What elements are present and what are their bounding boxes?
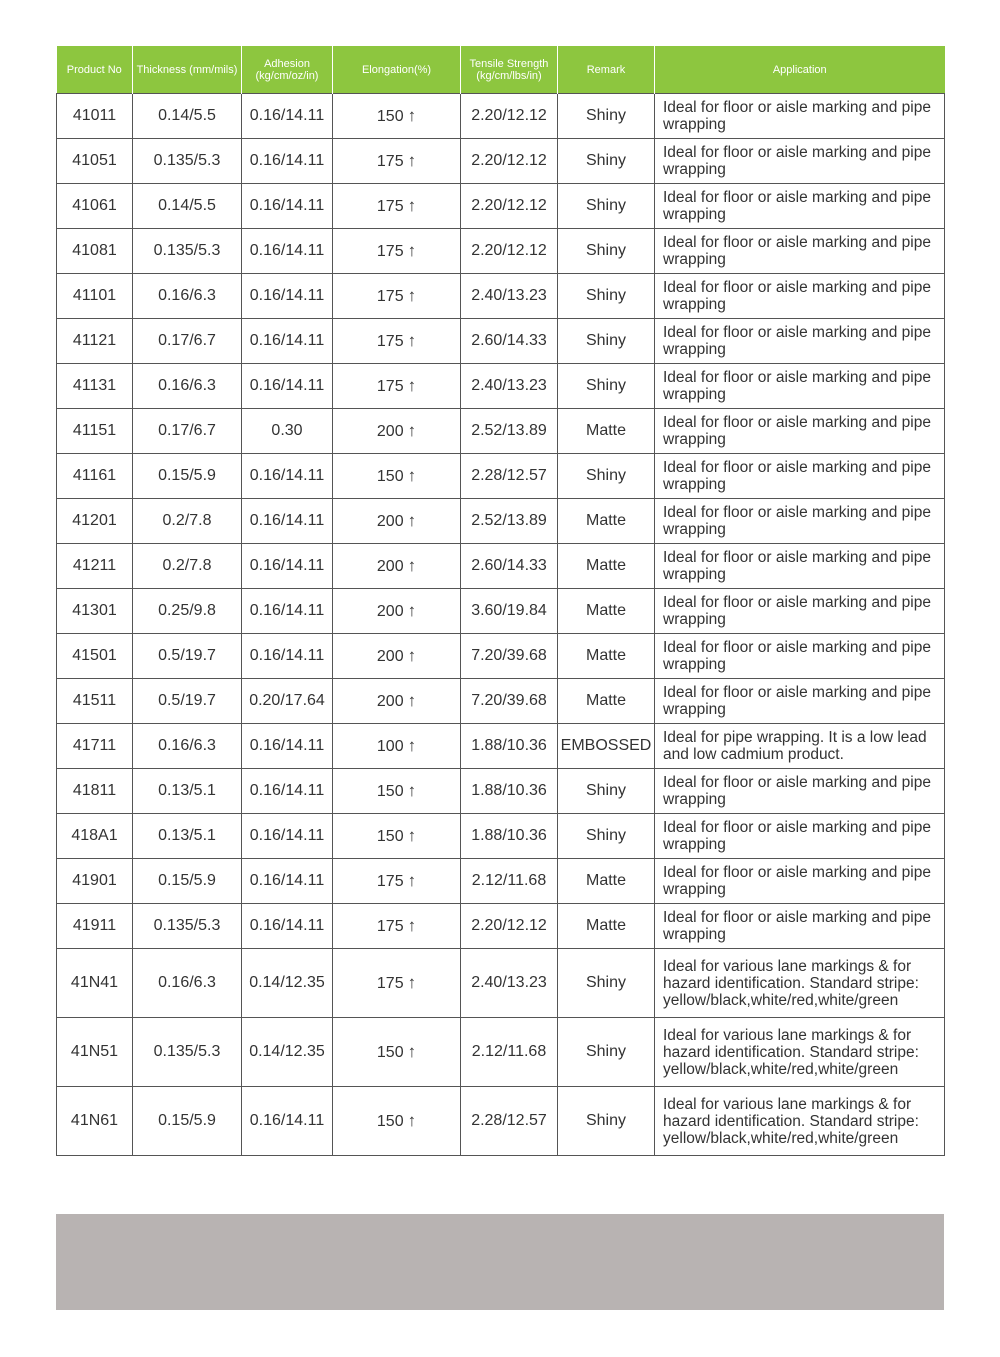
cell-thickness: 0.2/7.8 <box>133 499 242 544</box>
up-arrow-icon: ↑ <box>407 871 417 890</box>
cell-remark: Shiny <box>558 364 655 409</box>
elongation-value: 150 <box>376 783 404 800</box>
cell-elongation <box>333 184 461 229</box>
up-arrow-icon: ↑ <box>407 511 417 530</box>
header-adhesion-unit: (kg/cm/oz/in) <box>255 69 319 82</box>
cell-elongation <box>333 544 461 589</box>
up-arrow-icon: ↑ <box>407 691 417 710</box>
cell-product: 41131 <box>57 364 133 409</box>
cell-application: Ideal for floor or aisle marking and pipe wrapping <box>655 859 945 904</box>
elongation-value: 175 <box>376 873 404 890</box>
cell-thickness: 0.15/5.9 <box>133 1087 242 1156</box>
cell-remark: Shiny <box>558 1018 655 1087</box>
cell-remark: Matte <box>558 679 655 724</box>
cell-application: Ideal for floor or aisle marking and pipe wrapping <box>655 139 945 184</box>
cell-remark: Shiny <box>558 319 655 364</box>
cell-thickness: 0.135/5.3 <box>133 1018 242 1087</box>
cell-remark: Matte <box>558 544 655 589</box>
up-arrow-icon: ↑ <box>407 736 417 755</box>
cell-adhesion: 0.20/17.64 <box>242 679 333 724</box>
cell-remark: EMBOSSED <box>558 724 655 769</box>
cell-thickness: 0.13/5.1 <box>133 814 242 859</box>
table-row <box>57 94 945 139</box>
cell-thickness: 0.135/5.3 <box>133 229 242 274</box>
cell-tensile: 1.88/10.36 <box>461 814 558 859</box>
up-arrow-icon: ↑ <box>407 556 417 575</box>
cell-remark: Shiny <box>558 229 655 274</box>
table-row <box>57 499 945 544</box>
cell-application: Ideal for floor or aisle marking and pipe wrapping <box>655 274 945 319</box>
cell-adhesion: 0.16/14.11 <box>242 274 333 319</box>
cell-adhesion: 0.16/14.11 <box>242 904 333 949</box>
cell-product: 41N51 <box>57 1018 133 1087</box>
elongation-value: 175 <box>376 378 404 395</box>
table-row <box>57 454 945 499</box>
cell-adhesion: 0.16/14.11 <box>242 634 333 679</box>
up-arrow-icon: ↑ <box>407 196 417 215</box>
cell-elongation <box>333 589 461 634</box>
elongation-value: 150 <box>376 828 404 845</box>
header-adhesion-label: Adhesion <box>264 57 310 70</box>
cell-product: 41711 <box>57 724 133 769</box>
cell-remark: Shiny <box>558 184 655 229</box>
cell-tensile: 2.20/12.12 <box>461 184 558 229</box>
header-tensile-label: Tensile Strength <box>469 57 549 70</box>
cell-thickness: 0.5/19.7 <box>133 679 242 724</box>
cell-thickness: 0.15/5.9 <box>133 454 242 499</box>
table-row <box>57 814 945 859</box>
spec-table <box>56 46 945 1156</box>
elongation-value: 175 <box>376 243 404 260</box>
cell-thickness: 0.16/6.3 <box>133 949 242 1018</box>
cell-application: Ideal for floor or aisle marking and pipe wrapping <box>655 814 945 859</box>
up-arrow-icon: ↑ <box>407 331 417 350</box>
cell-application: Ideal for floor or aisle marking and pipe wrapping <box>655 499 945 544</box>
cell-thickness: 0.15/5.9 <box>133 859 242 904</box>
up-arrow-icon: ↑ <box>407 916 417 935</box>
cell-application: Ideal for floor or aisle marking and pipe wrapping <box>655 184 945 229</box>
elongation-value: 175 <box>376 333 404 350</box>
cell-adhesion: 0.14/12.35 <box>242 949 333 1018</box>
up-arrow-icon: ↑ <box>407 601 417 620</box>
cell-product: 41101 <box>57 274 133 319</box>
cell-adhesion: 0.16/14.11 <box>242 139 333 184</box>
cell-adhesion: 0.16/14.11 <box>242 454 333 499</box>
cell-adhesion: 0.16/14.11 <box>242 229 333 274</box>
cell-application: Ideal for various lane markings & for hazard identification. Standard stripe: yellow/black,white/red,white/green <box>655 1018 945 1087</box>
cell-adhesion: 0.16/14.11 <box>242 544 333 589</box>
cell-tensile: 1.88/10.36 <box>461 769 558 814</box>
cell-application: Ideal for floor or aisle marking and pipe wrapping <box>655 679 945 724</box>
table-row <box>57 229 945 274</box>
cell-tensile: 2.60/14.33 <box>461 544 558 589</box>
elongation-value: 150 <box>376 1044 404 1061</box>
cell-application: Ideal for floor or aisle marking and pipe wrapping <box>655 634 945 679</box>
cell-tensile: 2.20/12.12 <box>461 139 558 184</box>
elongation-value: 200 <box>376 558 404 575</box>
cell-adhesion: 0.16/14.11 <box>242 859 333 904</box>
table-body <box>57 94 945 1156</box>
cell-product: 41081 <box>57 229 133 274</box>
cell-adhesion: 0.16/14.11 <box>242 319 333 364</box>
table-row <box>57 904 945 949</box>
table-row <box>57 409 945 454</box>
cell-thickness: 0.14/5.5 <box>133 184 242 229</box>
cell-tensile: 1.88/10.36 <box>461 724 558 769</box>
header-remark: Remark <box>558 46 655 94</box>
table-row <box>57 724 945 769</box>
cell-elongation <box>333 319 461 364</box>
up-arrow-icon: ↑ <box>407 1042 417 1061</box>
table-row <box>57 679 945 724</box>
cell-remark: Shiny <box>558 814 655 859</box>
table-row <box>57 1087 945 1156</box>
table-row <box>57 139 945 184</box>
cell-adhesion: 0.16/14.11 <box>242 589 333 634</box>
header-product-no: Product No <box>57 46 133 94</box>
cell-tensile: 2.52/13.89 <box>461 409 558 454</box>
cell-application: Ideal for floor or aisle marking and pipe wrapping <box>655 769 945 814</box>
cell-application: Ideal for various lane markings & for hazard identification. Standard stripe: yellow/black,white/red,white/green <box>655 949 945 1018</box>
cell-tensile: 7.20/39.68 <box>461 679 558 724</box>
cell-adhesion: 0.16/14.11 <box>242 1087 333 1156</box>
cell-application: Ideal for floor or aisle marking and pipe wrapping <box>655 454 945 499</box>
cell-thickness: 0.25/9.8 <box>133 589 242 634</box>
cell-elongation <box>333 274 461 319</box>
cell-adhesion: 0.30 <box>242 409 333 454</box>
up-arrow-icon: ↑ <box>407 973 417 992</box>
cell-tensile: 2.28/12.57 <box>461 454 558 499</box>
cell-product: 41211 <box>57 544 133 589</box>
cell-tensile: 2.40/13.23 <box>461 364 558 409</box>
cell-elongation <box>333 229 461 274</box>
cell-application: Ideal for floor or aisle marking and pipe wrapping <box>655 589 945 634</box>
up-arrow-icon: ↑ <box>407 646 417 665</box>
up-arrow-icon: ↑ <box>407 826 417 845</box>
cell-elongation <box>333 94 461 139</box>
cell-application: Ideal for floor or aisle marking and pipe wrapping <box>655 904 945 949</box>
table-row <box>57 364 945 409</box>
up-arrow-icon: ↑ <box>407 151 417 170</box>
cell-adhesion: 0.16/14.11 <box>242 364 333 409</box>
elongation-value: 175 <box>376 288 404 305</box>
cell-elongation <box>333 409 461 454</box>
cell-product: 418A1 <box>57 814 133 859</box>
header-tensile <box>461 46 558 94</box>
cell-remark: Matte <box>558 634 655 679</box>
cell-remark: Matte <box>558 589 655 634</box>
cell-thickness: 0.16/6.3 <box>133 364 242 409</box>
cell-application: Ideal for floor or aisle marking and pipe wrapping <box>655 364 945 409</box>
cell-adhesion: 0.16/14.11 <box>242 94 333 139</box>
cell-adhesion: 0.16/14.11 <box>242 814 333 859</box>
cell-tensile: 2.28/12.57 <box>461 1087 558 1156</box>
cell-elongation <box>333 859 461 904</box>
cell-product: 41151 <box>57 409 133 454</box>
cell-remark: Matte <box>558 904 655 949</box>
up-arrow-icon: ↑ <box>407 421 417 440</box>
table-row <box>57 274 945 319</box>
table-row <box>57 544 945 589</box>
elongation-value: 150 <box>376 468 404 485</box>
cell-tensile: 7.20/39.68 <box>461 634 558 679</box>
up-arrow-icon: ↑ <box>407 466 417 485</box>
header-elongation: Elongation(%) <box>333 46 461 94</box>
header-thickness: Thickness (mm/mils) <box>133 46 242 94</box>
cell-remark: Shiny <box>558 1087 655 1156</box>
cell-elongation <box>333 1018 461 1087</box>
cell-thickness: 0.14/5.5 <box>133 94 242 139</box>
elongation-value: 200 <box>376 693 404 710</box>
elongation-value: 150 <box>376 108 404 125</box>
cell-elongation <box>333 454 461 499</box>
cell-remark: Shiny <box>558 274 655 319</box>
cell-elongation <box>333 814 461 859</box>
cell-product: 41011 <box>57 94 133 139</box>
cell-product: 41301 <box>57 589 133 634</box>
cell-thickness: 0.135/5.3 <box>133 139 242 184</box>
cell-application: Ideal for pipe wrapping. It is a low lead and low cadmium product. <box>655 724 945 769</box>
cell-thickness: 0.135/5.3 <box>133 904 242 949</box>
cell-thickness: 0.2/7.8 <box>133 544 242 589</box>
cell-thickness: 0.13/5.1 <box>133 769 242 814</box>
cell-elongation <box>333 769 461 814</box>
up-arrow-icon: ↑ <box>407 106 417 125</box>
cell-adhesion: 0.16/14.11 <box>242 769 333 814</box>
up-arrow-icon: ↑ <box>407 286 417 305</box>
cell-tensile: 2.12/11.68 <box>461 1018 558 1087</box>
cell-elongation <box>333 679 461 724</box>
cell-elongation <box>333 949 461 1018</box>
cell-elongation <box>333 724 461 769</box>
cell-tensile: 2.12/11.68 <box>461 859 558 904</box>
cell-thickness: 0.17/6.7 <box>133 409 242 454</box>
table-row <box>57 949 945 1018</box>
table-row <box>57 1018 945 1087</box>
elongation-value: 175 <box>376 153 404 170</box>
cell-elongation <box>333 904 461 949</box>
cell-elongation <box>333 634 461 679</box>
elongation-value: 200 <box>376 603 404 620</box>
elongation-value: 200 <box>376 513 404 530</box>
cell-remark: Matte <box>558 859 655 904</box>
cell-product: 41901 <box>57 859 133 904</box>
table-row <box>57 184 945 229</box>
table-row <box>57 634 945 679</box>
cell-remark: Shiny <box>558 769 655 814</box>
cell-product: 41511 <box>57 679 133 724</box>
cell-elongation <box>333 499 461 544</box>
cell-adhesion: 0.16/14.11 <box>242 499 333 544</box>
elongation-value: 150 <box>376 1113 404 1130</box>
cell-product: 41501 <box>57 634 133 679</box>
cell-adhesion: 0.16/14.11 <box>242 184 333 229</box>
cell-elongation <box>333 139 461 184</box>
up-arrow-icon: ↑ <box>407 781 417 800</box>
cell-product: 41911 <box>57 904 133 949</box>
table-row <box>57 859 945 904</box>
table-row <box>57 589 945 634</box>
elongation-value: 175 <box>376 198 404 215</box>
cell-thickness: 0.16/6.3 <box>133 274 242 319</box>
cell-tensile: 2.40/13.23 <box>461 949 558 1018</box>
cell-tensile: 3.60/19.84 <box>461 589 558 634</box>
cell-application: Ideal for floor or aisle marking and pipe wrapping <box>655 94 945 139</box>
elongation-value: 200 <box>376 648 404 665</box>
header-tensile-unit: (kg/cm/lbs/in) <box>476 69 542 82</box>
cell-elongation <box>333 364 461 409</box>
cell-remark: Shiny <box>558 139 655 184</box>
cell-product: 41121 <box>57 319 133 364</box>
up-arrow-icon: ↑ <box>407 241 417 260</box>
footer-bar <box>56 1214 944 1310</box>
cell-product: 41061 <box>57 184 133 229</box>
cell-application: Ideal for floor or aisle marking and pipe wrapping <box>655 319 945 364</box>
up-arrow-icon: ↑ <box>407 1111 417 1130</box>
cell-remark: Shiny <box>558 94 655 139</box>
cell-product: 41811 <box>57 769 133 814</box>
elongation-value: 200 <box>376 423 404 440</box>
cell-remark: Matte <box>558 499 655 544</box>
cell-tensile: 2.20/12.12 <box>461 229 558 274</box>
cell-application: Ideal for floor or aisle marking and pipe wrapping <box>655 229 945 274</box>
header-application: Application <box>655 46 945 94</box>
cell-tensile: 2.60/14.33 <box>461 319 558 364</box>
cell-tensile: 2.40/13.23 <box>461 274 558 319</box>
header-row <box>57 46 945 94</box>
header-adhesion <box>242 46 333 94</box>
cell-remark: Shiny <box>558 454 655 499</box>
cell-application: Ideal for floor or aisle marking and pipe wrapping <box>655 544 945 589</box>
table-row <box>57 769 945 814</box>
cell-application: Ideal for floor or aisle marking and pipe wrapping <box>655 409 945 454</box>
cell-thickness: 0.5/19.7 <box>133 634 242 679</box>
cell-elongation <box>333 1087 461 1156</box>
cell-product: 41051 <box>57 139 133 184</box>
cell-product: 41161 <box>57 454 133 499</box>
cell-tensile: 2.20/12.12 <box>461 94 558 139</box>
cell-adhesion: 0.14/12.35 <box>242 1018 333 1087</box>
table-row <box>57 319 945 364</box>
up-arrow-icon: ↑ <box>407 376 417 395</box>
cell-adhesion: 0.16/14.11 <box>242 724 333 769</box>
cell-remark: Matte <box>558 409 655 454</box>
elongation-value: 175 <box>376 975 404 992</box>
cell-remark: Shiny <box>558 949 655 1018</box>
elongation-value: 100 <box>376 738 404 755</box>
cell-thickness: 0.16/6.3 <box>133 724 242 769</box>
elongation-value: 175 <box>376 918 404 935</box>
cell-tensile: 2.20/12.12 <box>461 904 558 949</box>
cell-product: 41201 <box>57 499 133 544</box>
cell-tensile: 2.52/13.89 <box>461 499 558 544</box>
cell-thickness: 0.17/6.7 <box>133 319 242 364</box>
cell-product: 41N41 <box>57 949 133 1018</box>
cell-product: 41N61 <box>57 1087 133 1156</box>
cell-application: Ideal for various lane markings & for hazard identification. Standard stripe: yellow/black,white/red,white/green <box>655 1087 945 1156</box>
